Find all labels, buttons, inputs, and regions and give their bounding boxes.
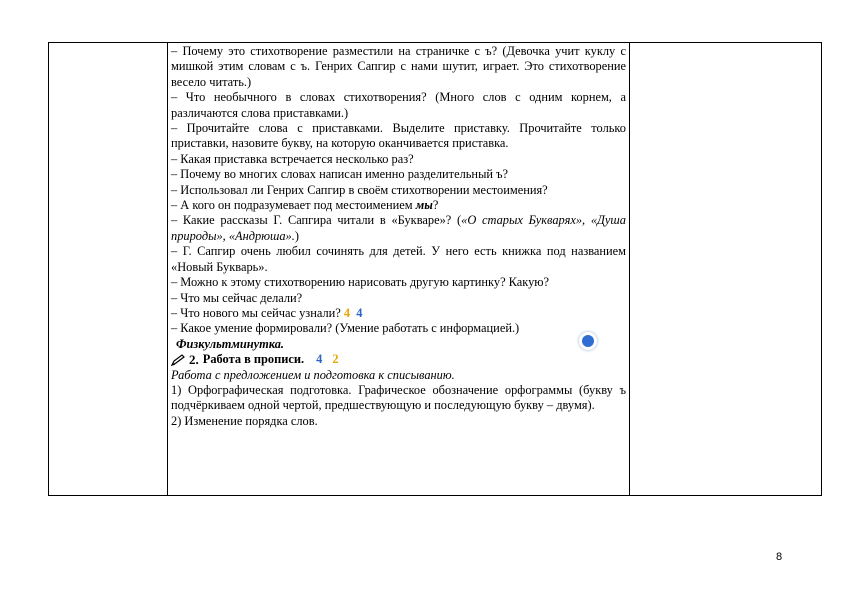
lesson-content-cell [171,44,626,429]
radio-marker-icon[interactable] [579,332,597,350]
fizminutka-heading: Физкультминутка. [176,336,285,351]
question-line [171,306,626,321]
section-heading [171,352,626,367]
section-subtitle: Работа с предложением и подготовка к списыванию. [171,367,455,382]
question-line: – Использовал ли Генрих Сапгир в своём стихотворении местоимения? [171,182,548,197]
pronoun-emphasis: мы [415,198,433,213]
gold-number: 2 [332,352,339,367]
gold-number: 4 [343,305,351,320]
text-run: ) [294,228,299,243]
section-title: Работа в прописи. [202,352,305,367]
table-col-border-2 [167,42,168,496]
pencil-icon [171,354,185,366]
table-col-border-4 [821,42,822,496]
question-line: – Можно к этому стихотворению нарисовать другую картинку? Какую? [171,275,550,290]
question-line: – Почему это стихотворение разместили на страничке с ъ? (Девочка учит куклу с мишкой этим словам с ъ. Генрих Сапгир с нами шутит, играет. Это стихотворение весело читать.) [171,44,626,89]
question-line: – Г. Сапгир очень любил сочинять для детей. У него есть книжка под названием «Новый Букварь». [171,244,626,274]
question-line [171,198,626,213]
text-run: – Что нового мы сейчас узнали? [171,305,344,320]
question-line: – Какая приставка встречается несколько раз? [171,151,414,166]
section-number: 2. [189,352,199,368]
blue-number: 4 [356,305,363,320]
story-titles: «О старых Букварях», «Душа природы», «Андрюша». [171,213,626,243]
question-line: – Что мы сейчас делали? [171,290,303,305]
table-top-border [48,42,822,43]
table-bottom-border [48,495,822,496]
table-col-border-3 [629,42,630,496]
blue-number: 4 [316,352,323,367]
text-run: – Какие рассказы Г. Сапгира читали в «Букваре»? ( [171,213,462,228]
question-line: – Прочитайте слова с приставками. Выделите приставку. Прочитайте только приставки, назовите букву, на которую оканчивается приставка. [171,121,626,151]
paragraph: 1) Орфографическая подготовка. Графическое обозначение орфограммы (букву ъ подчёркиваем одной чертой, предшествующую и последующую букву – двумя). [171,382,626,413]
question-line: – Почему во многих словах написан именно разделительный ъ? [171,167,509,182]
question-line: – Какое умение формировали? (Умение работать с информацией.) [171,321,520,336]
question-line: – Что необычного в словах стихотворения? (Много слов с одним корнем, а различаются слова приставками.) [171,90,626,120]
text-run: ? [432,198,439,213]
table-col-border-1 [48,42,49,496]
paragraph: 2) Изменение порядка слов. [171,413,318,428]
page-number: 8 [776,551,783,563]
text-run: – А кого он подразумевает под местоимением [171,198,416,213]
question-line [171,213,626,244]
